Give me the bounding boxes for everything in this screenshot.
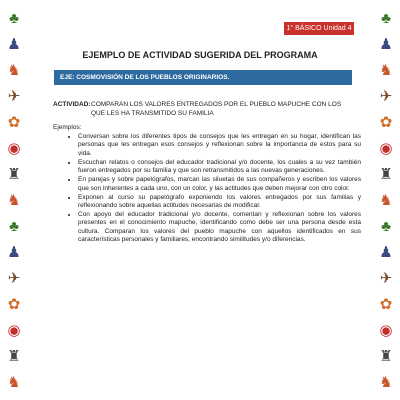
figure-icon: ♟	[7, 36, 21, 53]
bird-icon: ✈	[379, 270, 393, 287]
unit-badge: 1° BÁSICO Unidad 4	[284, 22, 354, 35]
list-item: • Conversan sobre los diferentes tipos de consejos que les entregan en su hogar, identifican las personas que les entregan esos consejos y reflexionan sobre la importancia de estos para su vida.	[78, 133, 361, 158]
bird-icon: ✈	[7, 270, 21, 287]
page-title: EJEMPLO DE ACTIVIDAD SUGERIDA DEL PROGRAMA	[82, 50, 318, 60]
drum-icon: ◉	[7, 140, 21, 157]
flower-icon: ✿	[7, 296, 21, 313]
axis-banner: EJE: COSMOVISIÓN DE LOS PUEBLOS ORIGINARIOS.	[54, 70, 352, 85]
examples-list	[65, 133, 361, 245]
list-item: • Exponen al curso su papelógrafo exponiendo los valores entregados por sus familias y reflexionando sobre aquellas actitudes necesarias de modificar.	[78, 194, 361, 211]
puma-icon: ♞	[7, 192, 21, 209]
tree-icon: ♣	[9, 10, 19, 27]
flower-icon: ✿	[379, 114, 393, 131]
activity-label: ACTIVIDAD:	[53, 101, 91, 108]
bird-icon: ✈	[379, 88, 393, 105]
puma-icon: ♞	[379, 192, 393, 209]
left-decorative-border	[3, 6, 25, 400]
tree-icon: ♣	[381, 10, 391, 27]
fox-icon: ♞	[7, 62, 21, 79]
totem-icon: ♜	[7, 166, 21, 183]
puma-icon: ♞	[7, 374, 21, 391]
drum-icon: ◉	[379, 140, 393, 157]
tree-icon: ♣	[381, 218, 391, 235]
fox-icon: ♞	[379, 62, 393, 79]
tree-icon: ♣	[9, 218, 19, 235]
examples-label: Ejemplos:	[53, 124, 82, 131]
totem-icon: ♜	[379, 166, 393, 183]
figure-icon: ♟	[379, 244, 393, 261]
activity-text: COMPARAN LOS VALORES ENTREGADOS POR EL PUEBLO MAPUCHE CON LOS QUE LES HA TRANSMITIDO SU FAMILIA	[91, 101, 342, 117]
puma-icon: ♞	[379, 374, 393, 391]
totem-icon: ♜	[379, 348, 393, 365]
right-decorative-border	[375, 6, 397, 400]
figure-icon: ♟	[7, 244, 21, 261]
totem-icon: ♜	[7, 348, 21, 365]
drum-icon: ◉	[379, 322, 393, 339]
drum-icon: ◉	[7, 322, 21, 339]
list-item: • Escuchan relatos o consejos del educador tradicional y/o docente, los cuales a su vez también fueron entregados por su familia y que son retransmitidos a las nuevas generaciones.	[78, 159, 361, 176]
flower-icon: ✿	[7, 114, 21, 131]
list-item: • Con apoyo del educador tradicional y/o docente, comentan y reflexionan sobre los valores presentes en el conocimiento mapuche, identificando como debe ser una persona desde esta cultura. Comparan los valores del pueblo mapuche con aquellos identificados en sus características personales y familiares, encontrando similitudes y/o diferencias.	[78, 211, 361, 245]
figure-icon: ♟	[379, 36, 393, 53]
activity-block	[53, 100, 353, 118]
flower-icon: ✿	[379, 296, 393, 313]
list-item: • En parejas y sobre papelógrafos, marcan las siluetas de sus compañeros y escriben los valores que son inherentes a cada uno, con un color, y las actitudes que deben mejorar con otro color.	[78, 176, 361, 193]
bird-icon: ✈	[7, 88, 21, 105]
